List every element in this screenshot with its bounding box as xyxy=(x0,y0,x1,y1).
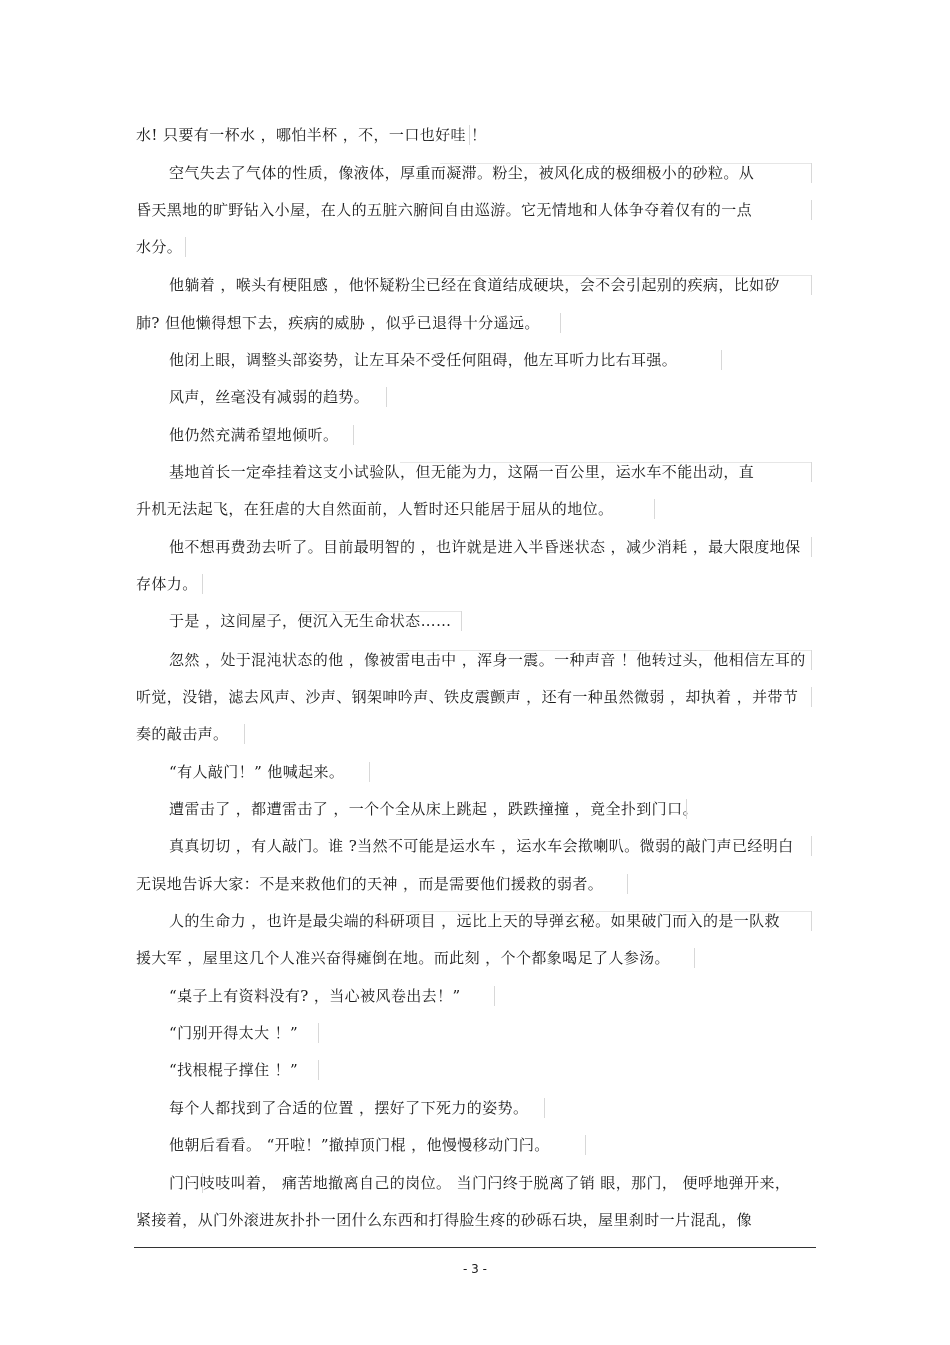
line-artifact xyxy=(461,611,462,631)
text-line: “门别开得太大 ！” xyxy=(169,1024,299,1042)
line-artifact xyxy=(369,762,370,782)
text-line: 遭雷击了 ，都遭雷击了 ，一个个全从床上跳起 ，跌跌撞撞 ，竟全扑到门口。 xyxy=(169,800,698,818)
text-line: 他仍然充满希望地倾听。 xyxy=(169,426,339,444)
text-line: 于是 ，这间屋子，便沉入无生命状态…… xyxy=(169,612,452,630)
text-line: 人的生命力 ，也许是最尖端的科研项目 ，远比上天的导弹玄秘。如果破门而入的是一队救 xyxy=(169,912,780,930)
text-line: “找根棍子撑住 ！” xyxy=(169,1061,299,1079)
line-artifact xyxy=(811,836,812,856)
line-artifact xyxy=(244,724,245,744)
text-line: 无误地告诉大家：不是来救他们的天神 ，而是需要他们援救的弱者。 xyxy=(136,875,604,893)
line-artifact xyxy=(654,499,655,519)
text-line: 肺? 但他懒得想下去，疾病的威胁 ，似乎已退得十分遥远。 xyxy=(136,314,540,332)
line-artifact xyxy=(440,163,811,164)
line-artifact xyxy=(585,1135,586,1155)
line-artifact xyxy=(318,1060,319,1080)
text-line: 水! 只要有一杯水 ，哪怕半杯 ，不，一口也好哇 ！ xyxy=(136,126,487,144)
line-artifact xyxy=(469,125,470,145)
line-artifact xyxy=(686,799,687,819)
line-artifact xyxy=(494,986,495,1006)
line-artifact xyxy=(400,462,811,463)
line-artifact xyxy=(560,313,561,333)
line-artifact xyxy=(811,163,812,183)
line-artifact xyxy=(400,911,811,912)
text-line: 升机无法起飞，在狂虐的大自然面前，人暂时还只能居于屈从的地位。 xyxy=(136,500,614,518)
line-artifact xyxy=(811,462,812,482)
text-line: 风声，丝毫没有减弱的趋势。 xyxy=(169,388,370,406)
line-artifact xyxy=(811,537,812,557)
text-line: 援大军 ，屋里这几个人准兴奋得瘫倒在地。而此刻 ，个个都象喝足了人参汤。 xyxy=(136,949,670,967)
text-line: 他不想再费劲去听了。目前最明智的 ，也许就是进入半昏迷状态 ，减少消耗 ，最大限度地保 xyxy=(169,538,801,556)
line-artifact xyxy=(202,574,203,594)
line-artifact xyxy=(318,1023,319,1043)
line-artifact xyxy=(386,387,387,407)
line-artifact xyxy=(400,650,811,651)
line-artifact xyxy=(185,237,186,257)
line-artifact xyxy=(811,687,812,707)
text-line: 存体力。 xyxy=(136,575,198,593)
line-artifact xyxy=(300,611,461,612)
text-line: 他闭上眼，调整头部姿势，让左耳朵不受任何阻碍，他左耳听力比右耳强。 xyxy=(169,351,678,369)
line-artifact xyxy=(440,275,811,276)
line-artifact xyxy=(202,1173,203,1193)
text-line: 奏的敲击声。 xyxy=(136,725,229,743)
text-line: 每个人都找到了合适的位置 ，摆好了下死力的姿势。 xyxy=(169,1099,529,1117)
text-line: 昏天黑地的旷野钻入小屋，在人的五脏六腑间自由巡游。它无情地和人体争夺着仅有的一点 xyxy=(136,201,753,219)
line-artifact xyxy=(811,275,812,295)
line-artifact xyxy=(811,650,812,670)
text-line: “桌子上有资料没有? ，当心被风卷出去！” xyxy=(169,987,461,1005)
line-artifact xyxy=(721,350,722,370)
text-line: 真真切切 ，有人敲门。谁 ?当然不可能是运水车 ，运水车会揿喇叭。微弱的敲门声已经明白 xyxy=(169,837,794,855)
line-artifact xyxy=(811,200,812,220)
line-artifact xyxy=(811,911,812,931)
line-artifact xyxy=(627,874,628,894)
line-artifact xyxy=(544,1098,545,1118)
text-line: 水分。 xyxy=(136,238,183,256)
text-line: 听觉，没错，滤去风声、沙声、钢架呻吟声、铁皮震颤声 ，还有一种虽然微弱 ，却执着 ，并带节 xyxy=(136,688,799,706)
text-line: 门闩吱吱叫着， 痛苦地撤离自己的岗位。 当门闩终于脱离了销 眼，那门， 便呼地弹开来， xyxy=(169,1174,791,1192)
text-line: 忽然 ，处于混沌状态的他 ，像被雷电击中 ，浑身一震。一种声音 ！他转过头，他相信左耳的 xyxy=(169,651,806,669)
text-line: 紧接着，从门外滚进灰扑扑一团什么东西和打得脸生疼的砂砾石块，屋里刹时一片混乱，像 xyxy=(136,1211,753,1229)
text-line: 空气失去了气体的性质，像液体，厚重而凝滞。粉尘，被风化成的极细极小的砂粒。从 xyxy=(169,164,755,182)
text-line: 基地首长一定牵挂着这支小试验队，但无能为力，这隔一百公里，运水车不能出动，直 xyxy=(169,463,755,481)
text-line: 他躺着 ，喉头有梗阻感 ，他怀疑粉尘已经在食道结成硬块，会不会引起别的疾病，比如矽 xyxy=(169,276,780,294)
line-artifact xyxy=(694,948,695,968)
line-artifact xyxy=(353,425,354,445)
text-line: 他朝后看看。 “开啦！”撤掉顶门棍 ，他慢慢移动门闩。 xyxy=(169,1136,550,1154)
footer-rule xyxy=(134,1247,816,1248)
text-line: “有人敲门！” 他喊起来。 xyxy=(169,763,345,781)
page-number: - 3 - xyxy=(463,1262,487,1276)
